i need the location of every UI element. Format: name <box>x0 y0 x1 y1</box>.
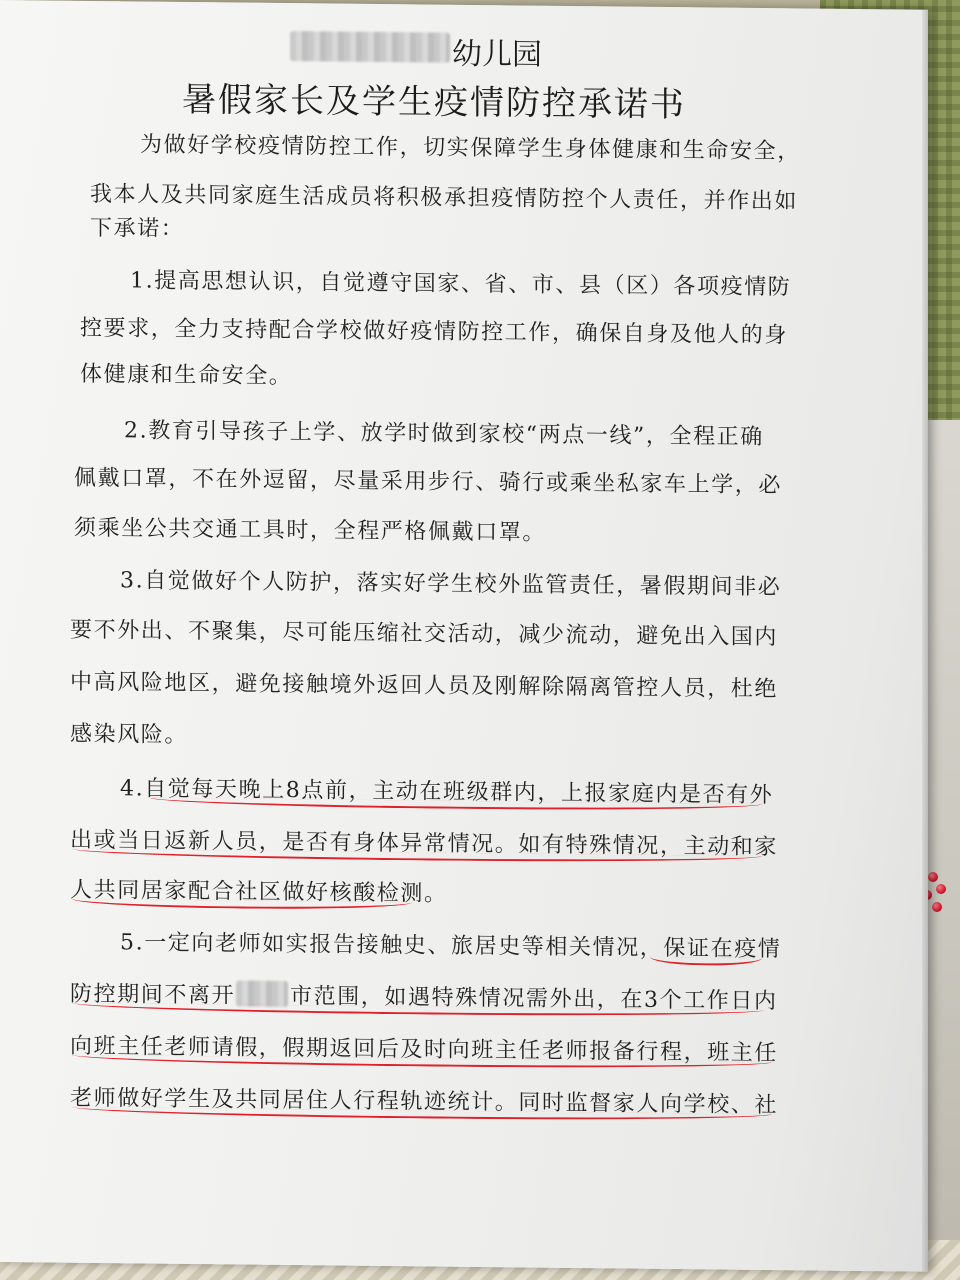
item5-line-3: 向班主任老师请假，假期返回后及时向班主任老师报备行程，班主任 <box>70 1033 779 1067</box>
item4-line-3: 人共同居家配合社区做好核酸检测。 <box>70 877 448 907</box>
item2-line-1: 2.教育引导孩子上学、放学时做到家校“两点一线”，全程正确 <box>124 418 764 450</box>
redacted-school-name <box>290 31 450 63</box>
item3-line-3: 中高风险地区，避免接触境外返回人员及刚解除隔离管控人员，杜绝 <box>70 669 779 703</box>
item4-line-2: 出或当日返新人员，是否有身体异常情况。如有特殊情况，主动和家 <box>70 827 779 861</box>
item1-line-3: 体健康和生命安全。 <box>80 361 293 390</box>
school-name-suffix: 幼儿园 <box>452 36 542 73</box>
document-title: 暑假家长及学生疫情防控承诺书 <box>182 79 686 126</box>
item3-line-1: 3.自觉做好个人防护，落实好学生校外监管责任，暑假期间非必 <box>120 568 782 601</box>
item5-line-2a: 防控期间不离开 <box>70 981 236 1009</box>
item1-line-1: 1.提高思想认识，自觉遵守国家、省、市、县（区）各项疫情防 <box>130 268 792 301</box>
redacted-city-name <box>236 980 288 1007</box>
red-underline <box>650 957 762 966</box>
intro-line-2: 我本人及共同家庭生活成员将积极承担疫情防控个人责任，并作出如 <box>90 181 799 215</box>
item5-line-2b: 市范围，如遇特殊情况需外出，在3个工作日内 <box>290 984 778 1015</box>
item1-line-2: 控要求，全力支持配合学校做好疫情防控工作，确保自身及他人的身 <box>80 315 789 349</box>
intro-line-3: 下承诺： <box>90 215 185 242</box>
item3-line-2: 要不外出、不聚集，尽可能压缩社交活动，减少流动，避免出入国内 <box>70 617 779 651</box>
intro-line-1: 为做好学校疫情防控工作，切实保障学生身体健康和生命安全， <box>140 132 801 165</box>
page-edge-shadow <box>922 10 928 1272</box>
item4-line-1: 4.自觉每天晚上8点前，主动在班级群内，上报家庭内是否有外 <box>120 776 774 809</box>
item2-line-3: 须乘坐公共交通工具时，全程严格佩戴口罩。 <box>74 515 547 546</box>
item3-line-4: 感染风险。 <box>70 721 189 748</box>
item2-line-2: 佩戴口罩，不在外逗留，尽量采用步行、骑行或乘坐私家车上学，必 <box>74 465 783 499</box>
item5-line-4: 老师做好学生及共同居住人行程轨迹统计。同时监督家人向学校、社 <box>70 1085 779 1119</box>
item5-line-1: 5.一定向老师如实报告接触史、旅居史等相关情况，保证在疫情 <box>120 930 782 963</box>
